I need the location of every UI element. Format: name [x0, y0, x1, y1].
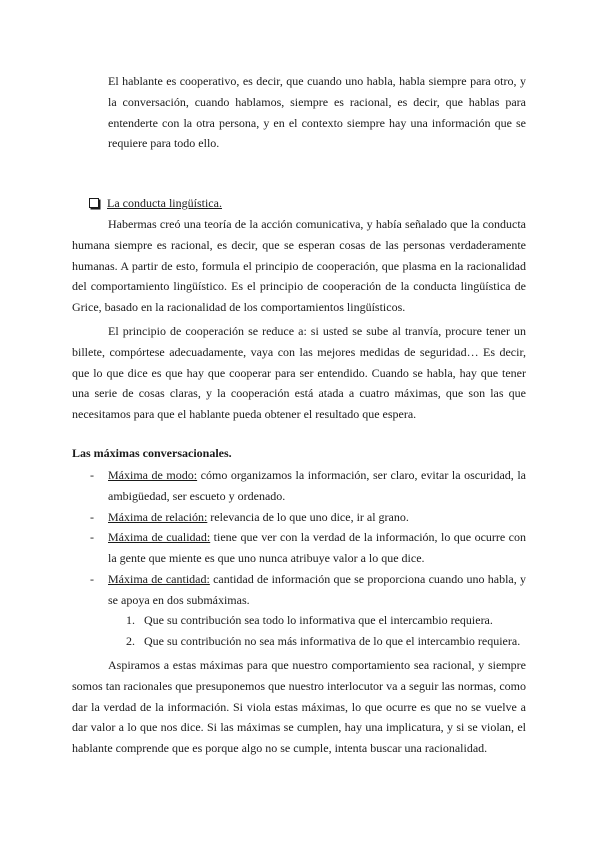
- maxims-list: [72, 465, 526, 611]
- list-item: [72, 527, 526, 569]
- checkbox-bullet-icon: [89, 198, 99, 208]
- item-number: 1.: [126, 613, 135, 627]
- maxims-heading: Las máximas conversacionales.: [72, 446, 232, 460]
- intro-paragraph: El hablante es cooperativo, es decir, que cuando uno habla, habla siempre para otro, y la conversación, cuando hablamos, siempre es racional, es decir, que hablas para entenderte con la otra persona, y en el contexto siempre hay una información que se requiere para todo ello.: [108, 74, 526, 151]
- submaxims-list: [108, 610, 526, 652]
- maxim-name: Máxima de modo:: [108, 468, 198, 482]
- habermas-paragraph: Habermas creó una teoría de la acción comunicativa, y había señalado que la conducta humana siempre es racional, es decir, que se esperan cosas de las personas verdaderamente humanas. A partir de esto, formula el principio de cooperación, que plasma en la racionalidad del comportamiento lingüístico. Es el principio de cooperación de la conducta lingüística de Grice, basado en la racionalidad de los comportamientos lingüísticos.: [72, 217, 526, 315]
- list-item: [72, 569, 526, 611]
- section-heading: [89, 193, 222, 214]
- list-item: [72, 507, 526, 528]
- maxim-text: relevancia de lo que uno dice, ir al grano.: [207, 509, 409, 524]
- section-heading-text: La conducta lingüística.: [107, 196, 222, 210]
- maxim-name: Máxima de relación:: [108, 509, 208, 524]
- submaxim-text: Que su contribución no sea más informativa de lo que el intercambio requiera.: [144, 633, 521, 648]
- maxim-name: Máxima de cualidad:: [108, 530, 211, 545]
- list-item: [72, 465, 526, 507]
- list-item: [108, 610, 526, 631]
- maxim-text: tiene que ver con la verdad de la información, lo que ocurre con la gente que miente es que uno nunca atribuye valor a lo que dice.: [108, 530, 527, 566]
- submaxim-text: Que su contribución sea todo lo informativa que el intercambio requiera.: [144, 613, 493, 627]
- maxim-text: cómo organizamos la información, ser claro, evitar la oscuridad, la ambigüedad, ser escueto y ordenado.: [108, 468, 527, 503]
- cooperation-paragraph: El principio de cooperación se reduce a: si usted se sube al tranvía, procure tener un billete, compórtese adecuadamente, vaya con las mejores medidas de seguridad… Es decir, que lo que dice es que hay que cooperar para ser entendido. Cuando se habla, hay que tener una serie de cosas claras, y la cooperación está atada a cuatro máximas, que son las que necesitamos para que el hablante pueda obtener el resultado que espera.: [72, 324, 526, 422]
- list-item: [108, 631, 526, 652]
- item-number: 2.: [126, 633, 135, 648]
- maxim-text: cantidad de información que se proporciona cuando uno habla, y se apoya en dos submáximas.: [108, 571, 527, 607]
- dash-marker: -: [90, 571, 94, 586]
- closing-paragraph: Aspiramos a estas máximas para que nuestro comportamiento sea racional, y siempre somos tan racionales que presuponemos que nuestro interlocutor va a seguir las normas, como dar la verdad de la información. Si viola estas máximas, lo que ocurre es que no se vuelve a dar valor a lo que nos dice. Si las máximas se cumplen, hay una implicatura, y si se violan, el hablante comprende que es porque algo no se cumple, intenta buscar una racionalidad.: [72, 658, 526, 756]
- dash-marker: -: [90, 468, 94, 482]
- dash-marker: -: [90, 530, 94, 545]
- maxim-name: Máxima de cantidad:: [108, 571, 210, 586]
- dash-marker: -: [90, 509, 94, 524]
